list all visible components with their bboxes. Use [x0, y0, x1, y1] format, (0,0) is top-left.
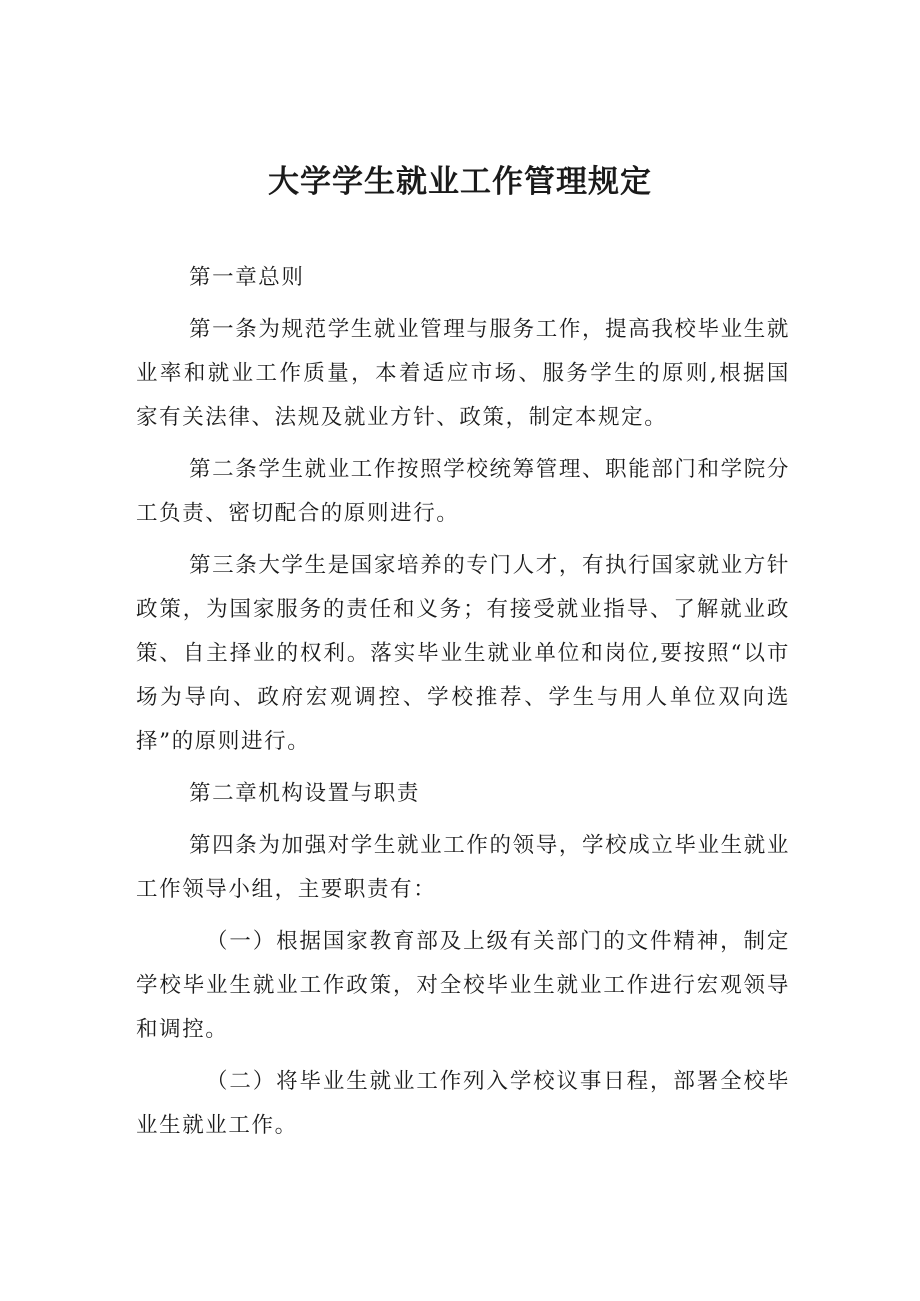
document-body — [136, 256, 790, 1156]
article-paragraph: 第一条为规范学生就业管理与服务工作，提高我校毕业生就业率和就业工作质量，本着适应市场、服务学生的原则,根据国家有关法律、法规及就业方针、政策，制定本规定。 — [136, 317, 790, 430]
document-title: 大学学生就业工作管理规定 — [268, 164, 652, 200]
list-item-paragraph: （二）将毕业生就业工作列入学校议事日程，部署全校毕业生就业工作。 — [136, 1069, 790, 1138]
chapter-heading: 第二章机构设置与职责 — [189, 781, 421, 806]
article-paragraph: 第四条为加强对学生就业工作的领导，学校成立毕业生就业工作领导小组，主要职责有： — [136, 833, 790, 902]
article-paragraph: 第二条学生就业工作按照学校统筹管理、职能部门和学院分工负责、密切配合的原则进行。 — [136, 457, 790, 526]
chapter-heading: 第一章总则 — [189, 265, 305, 290]
article-paragraph: 第三条大学生是国家培养的专门人才，有执行国家就业方针政策，为国家服务的责任和义务；有接受就业指导、了解就业政策、自主择业的权利。落实毕业生就业单位和岗位,要按照“以市场为导向、政府宏观调控、学校推荐、学生与用人单位双向选择”的原则进行。 — [136, 553, 790, 754]
list-item-paragraph: （一）根据国家教育部及上级有关部门的文件精神，制定学校毕业生就业工作政策，对全校毕业生就业工作进行宏观领导和调控。 — [136, 929, 790, 1042]
